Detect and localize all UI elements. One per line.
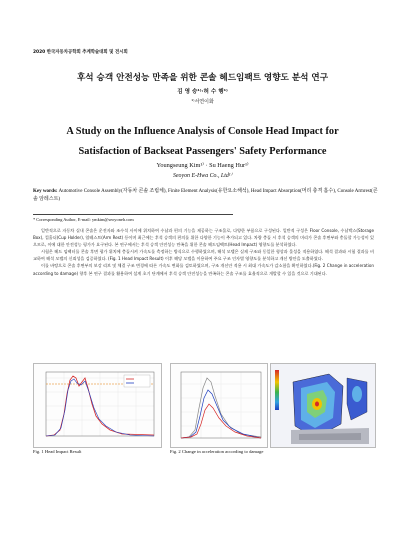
figure-2-caption: Fig. 2 Change in acceleration according to damage: [170, 449, 264, 454]
body-text: [33, 227, 374, 277]
body-paragraph: 시험은 헤드 임팩터를 콘솔 후면 평가 위치에 충돌시켜 가속도를 측정하는 방식으로 수행하였으며, 해석 모델은 실제 구조와 동일한 형상과 물성을 적용하였다. 해석 결과와 시험 결과를 비교하여 해석 모델의 신뢰성을 검증하였다. (Fig. 1 Head Impact Result) 이후 해당 모델을 이용하여 주요 구조 인자별 영향도를 분석하고 개선 방안을 도출하였다.: [33, 249, 374, 262]
english-title: A Study on the Influence Analysis of Console Head Impact for Satisfaction of Backseat Passengers' Safety Performance: [66, 126, 339, 157]
korean-affiliation: ¹⁾서연이화: [191, 99, 214, 105]
contour-legend: [275, 370, 279, 410]
english-affiliation: Seoyon E-Hwa Co., Ltd¹⁾: [172, 173, 232, 179]
corresponding-author: * Corresponding Author, E-mail: ymkim@seoyoneh.com: [33, 214, 233, 222]
figure-1: [33, 363, 162, 448]
figure-1-caption: Fig. 1 Head Impact Result: [33, 449, 82, 454]
keywords-label: Key words:: [33, 189, 58, 194]
korean-authors: 김 영 승¹⁾·허 수 행¹⁾: [177, 89, 228, 95]
console-damage-contour: [271, 364, 375, 447]
body-paragraph: 일반적으로 자동차 실내 콘솔은 운전자와 조수석 사이에 위치하여 수납과 편의 기능을 제공하는 구조물로, 다양한 부품으로 구성된다. 일반적 구성은 Floor Console, 수납박스(Storage Box), 컵홀더(Cup Holder), 암레스트(Arm Rest) 등이며 최근에는 후석 승객의 편의를 위한 다양한 기능이 추가되고 있다. 차량 충돌 시 후석 승객의 머리가 콘솔 후면부와 충돌할 가능성이 있으므로, 이에 대한 안전성능 평가가 요구된다. 본 연구에서는 후석 승객 안전성능 만족을 위한 콘솔 헤드임팩트(Head Impact) 영향도를 분석하였다.: [33, 228, 374, 248]
keywords-text: Automotive Console Assembly(자동차 콘솔 조립체), Finite Element Analysis(유한요소해석), Head Impact Absorption(머리 충격 흡수), Console Armrest(콘솔 암레스트): [33, 189, 378, 202]
korean-title: 후석 승객 안전성능 만족을 위한 콘솔 헤드임팩트 영향도 분석 연구: [76, 73, 329, 83]
figure-2-graph: [170, 363, 268, 448]
acceleration-graph: [171, 364, 267, 447]
keywords: [33, 188, 378, 204]
conference-header: 2020 한국자동차공학회 추계학술대회 및 전시회: [33, 50, 128, 55]
english-authors: Youngseung Kim¹⁾ · Su Haeng Hur¹⁾: [156, 162, 249, 169]
head-impact-graph: [34, 364, 161, 447]
body-paragraph: 이를 바탕으로 콘솔 후면부의 보강 리브 및 체결 구조 변경에 따른 가속도 변화를 검토하였으며, 구조 개선안 적용 시 최대 가속도가 감소함을 확인하였다.(Fig. 2 Change in acceleration according to damage) 향후 본 연구 결과를 활용하여 설계 초기 단계에서 후석 승객 안전성능을 만족하는 콘솔 구조를 효율적으로 개발할 수 있을 것으로 기대된다.: [33, 263, 374, 276]
figure-2-contour: [270, 363, 376, 448]
